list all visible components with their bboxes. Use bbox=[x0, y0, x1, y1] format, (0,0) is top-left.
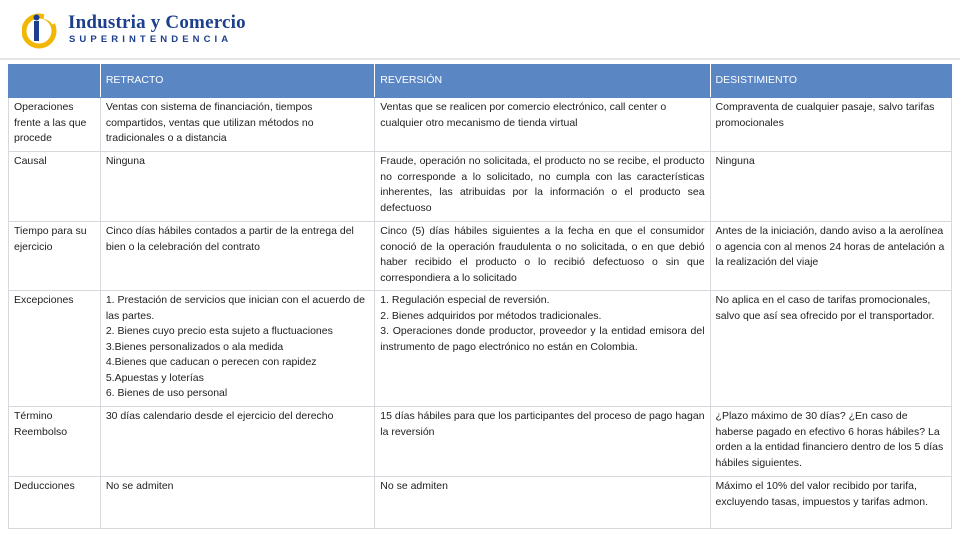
table-row bbox=[9, 152, 952, 222]
list-item: 1. Prestación de servicios que inician con el acuerdo de las partes. bbox=[105, 294, 365, 322]
brand-subtitle: SUPERINTENDENCIA bbox=[69, 34, 233, 45]
column-header-reversion: REVERSIÓN bbox=[375, 65, 710, 98]
table-header-row bbox=[9, 65, 952, 98]
table-cell: No se admiten bbox=[375, 477, 710, 529]
row-label: Causal bbox=[9, 152, 101, 222]
table-cell: Máximo el 10% del valor recibido por tarifa, excluyendo tasas, impuestos y tarifas admon. bbox=[710, 477, 951, 529]
row-label: Término Reembolso bbox=[9, 407, 101, 477]
table-row bbox=[9, 98, 952, 152]
list-item: 1. Regulación especial de reversión. bbox=[380, 294, 550, 306]
table-row bbox=[9, 477, 952, 529]
sic-logo-icon bbox=[22, 13, 62, 49]
row-label: Operaciones frente a las que procede bbox=[9, 98, 101, 152]
table-row bbox=[9, 291, 952, 407]
header-corner-cell bbox=[9, 65, 101, 98]
row-label: Excepciones bbox=[9, 291, 101, 407]
header-divider bbox=[0, 58, 960, 60]
table-row bbox=[9, 222, 952, 291]
brand-title: Industria y Comercio bbox=[68, 12, 246, 33]
list-item: 3. Operaciones donde productor, proveedor y la entidad emisora del instrumento de pago electrónico no están en Colombia. bbox=[380, 325, 705, 353]
table-cell: Cinco días hábiles contados a partir de la entrega del bien o la celebración del contrato bbox=[100, 222, 374, 291]
table-cell bbox=[375, 291, 710, 407]
table-cell: Ninguna bbox=[100, 152, 374, 222]
comparison-table bbox=[8, 64, 952, 529]
table-cell: ¿Plazo máximo de 30 días? ¿En caso de haberse pagado en efectivo 6 horas hábiles? La orden a la entidad financiero dentro de los 5 días hábiles siguientes. bbox=[710, 407, 951, 477]
table-cell: 30 días calendario desde el ejercicio del derecho bbox=[100, 407, 374, 477]
table-cell bbox=[100, 291, 374, 407]
table-cell: No se admiten bbox=[100, 477, 374, 529]
list-item: 2. Bienes adquiridos por métodos tradicionales. bbox=[380, 309, 602, 322]
table-cell: No aplica en el caso de tarifas promocionales, salvo que así sea ofrecido por el transportador. bbox=[710, 291, 951, 407]
row-label: Deducciones bbox=[9, 477, 101, 529]
column-header-desistimiento: DESISTIMIENTO bbox=[710, 65, 951, 98]
page-header bbox=[0, 0, 960, 58]
table-cell: Ventas con sistema de financiación, tiempos compartidos, ventas que utilizan métodos no tradicionales o a distancia bbox=[100, 98, 374, 152]
table-row bbox=[9, 407, 952, 477]
list-item: 3.Bienes personalizados o ala medida bbox=[105, 340, 284, 353]
table-cell: Cinco (5) días hábiles siguientes a la fecha en que el consumidor conoció de la operación fraudulenta o no solicitada, o en que debió haber recibido el producto o lo recibió defectuoso o sin que correspondiera a lo solicitado bbox=[375, 222, 710, 291]
list-item: 6. Bienes de uso personal bbox=[105, 387, 228, 399]
table-cell: Antes de la iniciación, dando aviso a la aerolínea o agencia con al menos 24 horas de antelación a la realización del viaje bbox=[710, 222, 951, 291]
list-item: 5.Apuestas y loterías bbox=[105, 371, 204, 384]
list-item: 2. Bienes cuyo precio esta sujeto a fluctuaciones bbox=[105, 325, 333, 337]
table-cell: Ninguna bbox=[710, 152, 951, 222]
table-cell: 15 días hábiles para que los participantes del proceso de pago hagan la reversión bbox=[375, 407, 710, 477]
row-label: Tiempo para su ejercicio bbox=[9, 222, 101, 291]
column-header-retracto: RETRACTO bbox=[100, 65, 374, 98]
table-cell: Compraventa de cualquier pasaje, salvo tarifas promocionales bbox=[710, 98, 951, 152]
list-item: 4.Bienes que caducan o perecen con rapidez bbox=[105, 356, 317, 368]
table-cell: Ventas que se realicen por comercio electrónico, call center o cualquier otro mecanismo de tienda virtual bbox=[375, 98, 710, 152]
table-cell: Fraude, operación no solicitada, el producto no se recibe, el producto no corresponde a lo solicitado, no cumpla con las características inherentes, las atribuidas por la información o el producto sea defectuoso bbox=[375, 152, 710, 222]
